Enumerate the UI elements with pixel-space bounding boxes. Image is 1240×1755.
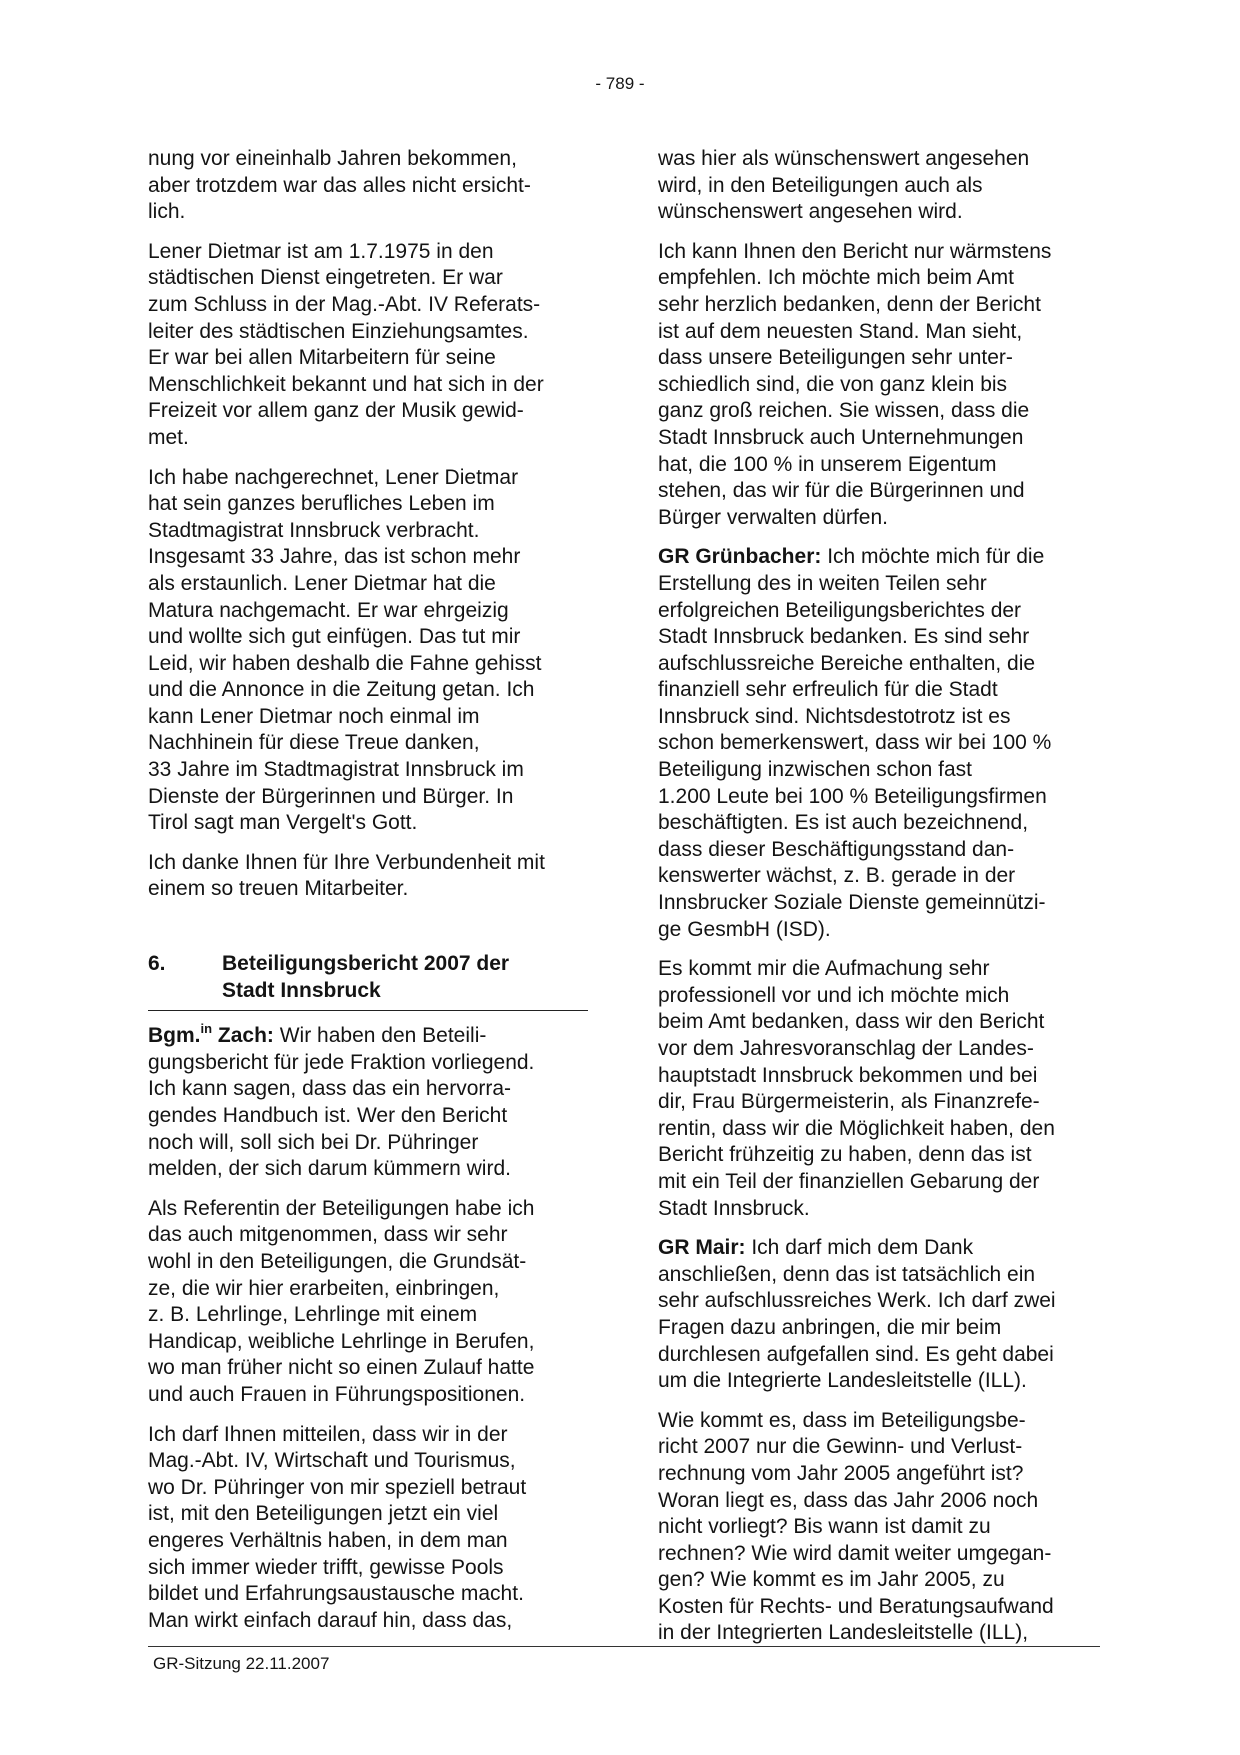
speaker-name: GR Grünbacher: xyxy=(658,545,822,569)
paragraph: nung vor eineinhalb Jahren bekommen, aber trotzdem war das alles nicht ersicht- lich. xyxy=(148,147,531,224)
paragraph: was hier als wünschenswert angesehen wird, in den Beteiligungen auch als wünschenswert angesehen wird. xyxy=(658,147,1030,224)
paragraph: GR Grünbacher: Ich möchte mich für die Erstellung des in weiten Teilen sehr erfolgreichen Beteiligungsberichtes der Stadt Innsbruck bedanken. Es sind sehr aufschlussreiche Bereiche enthalten, die finanziell sehr erfreulich für die Stadt Innsbruck sind. Nichtsdestotrotz ist es schon bemerkenswert, dass wir bei 100 % Beteiligung inzwischen schon fast 1.200 Leute bei 100 % Beteiligungsfirmen beschäftigten. Es ist auch bezeichnend, dass dieser Beschäftigungsstand dan- kenswerter wächst, z. B. gerade in der Innsbrucker Soziale Dienste gemeinnützi- ge GesmbH (ISD). xyxy=(658,545,1052,941)
agenda-item-title: Beteiligungsbericht 2007 der Stadt Innsbruck xyxy=(222,952,510,1002)
paragraph: Bgm.$^{in}$ Zach: Wir haben den Beteili- gungsbericht für jede Fraktion vorliegend. Ich kann sagen, dass das ein hervorra- gendes Handbuch ist. Wer den Bericht noch will, soll sich bei Dr. Pühringer melden, der sich darum kümmern wird. xyxy=(148,1021,535,1181)
agenda-item-heading xyxy=(148,951,588,1011)
footer-divider xyxy=(148,1646,1100,1647)
paragraph: Ich danke Ihnen für Ihre Verbundenheit mit einem so treuen Mitarbeiter. xyxy=(148,850,545,901)
left-column xyxy=(148,146,588,1647)
paragraph: Als Referentin der Beteiligungen habe ich das auch mitgenommen, dass wir sehr wohl in den Beteiligungen, die Grundsät- ze, die wir hier erarbeiten, einbringen, z. B. Lehrlinge, Lehrlinge mit einem Handicap, weibliche Lehrlinge in Berufen, wo man früher nicht so einen Zulauf hatte und auch Frauen in Führungspositionen. xyxy=(148,1196,535,1406)
paragraph: Ich darf Ihnen mitteilen, dass wir in der Mag.-Abt. IV, Wirtschaft und Tourismus, wo Dr. Pühringer von mir speziell betraut ist, mit den Beteiligungen jetzt ein viel engeres Verhältnis haben, in dem man sich immer wieder trifft, gewisse Pools bildet und Erfahrungsaustausche macht. Man wirkt einfach darauf hin, dass das, xyxy=(148,1422,527,1632)
paragraph: Wie kommt es, dass im Beteiligungsbe- richt 2007 nur die Gewinn- und Verlust- rechnung vom Jahr 2005 angeführt ist? Woran liegt es, dass das Jahr 2006 noch nicht vorliegt? Bis wann ist damit zu rechnen? Wie wird damit weiter umgegan- gen? Wie kommt es im Jahr 2005, zu Kosten für Rechts- und Beratungsaufwand in der Integrierten Landesleitstelle (ILL), xyxy=(658,1408,1054,1645)
right-column xyxy=(658,146,1100,1660)
paragraph: Ich kann Ihnen den Bericht nur wärmstens empfehlen. Ich möchte mich beim Amt sehr herzlich bedanken, denn der Bericht ist auf dem neuesten Stand. Man sieht, dass unsere Beteiligungen sehr unter- schiedlich sind, die von ganz klein bis ganz groß reichen. Sie wissen, dass die Stadt Innsbruck auch Unternehmungen hat, die 100 % in unserem Eigentum stehen, das wir für die Bürgerinnen und Bürger verwalten dürfen. xyxy=(658,239,1052,529)
speaker-name: GR Mair: xyxy=(658,1236,746,1260)
agenda-item-number: 6. xyxy=(148,952,166,976)
paragraph: Lener Dietmar ist am 1.7.1975 in den städtischen Dienst eingetreten. Er war zum Schluss in der Mag.-Abt. IV Referats- leiter des städtischen Einziehungsamtes. Er war bei allen Mitarbeitern für seine Menschlichkeit bekannt und hat sich in der Freizeit vor allem ganz der Musik gewid- met. xyxy=(148,239,544,449)
footer-session-date: GR-Sitzung 22.11.2007 xyxy=(153,1654,330,1673)
speaker-name: Bgm.$^{in}$ Zach: xyxy=(148,1021,274,1048)
page-number: - 789 - xyxy=(595,74,645,93)
paragraph: Es kommt mir die Aufmachung sehr professionell vor und ich möchte mich beim Amt bedanken, dass wir den Bericht vor dem Jahresvoranschlag der Landes- hauptstadt Innsbruck bekommen und bei dir, Frau Bürgermeisterin, als Finanzrefe- rentin, dass wir die Möglichkeit haben, den Bericht frühzeitig zu haben, denn das ist mit ein Teil der finanziellen Gebarung der Stadt Innsbruck. xyxy=(658,957,1055,1220)
paragraph: Ich habe nachgerechnet, Lener Dietmar hat sein ganzes berufliches Leben im Stadtmagistrat Innsbruck verbracht. Insgesamt 33 Jahre, das ist schon mehr als erstaunlich. Lener Dietmar hat die Matura nachgemacht. Er war ehrgeizig und wollte sich gut einfügen. Das tut mir Leid, wir haben deshalb die Fahne gehisst und die Annonce in die Zeitung getan. Ich kann Lener Dietmar noch einmal im Nachhinein für diese Treue danken, 33 Jahre im Stadtmagistrat Innsbruck im Dienste der Bürgerinnen und Bürger. In Tirol sagt man Vergelt's Gott. xyxy=(148,465,542,835)
paragraph: GR Mair: Ich darf mich dem Dank anschließen, denn das ist tatsächlich ein sehr aufschlussreiches Werk. Ich darf zwei Fragen dazu anbringen, die mir beim durchlesen aufgefallen sind. Es geht dabei um die Integrierte Landesleitstelle (ILL). xyxy=(658,1236,1056,1393)
